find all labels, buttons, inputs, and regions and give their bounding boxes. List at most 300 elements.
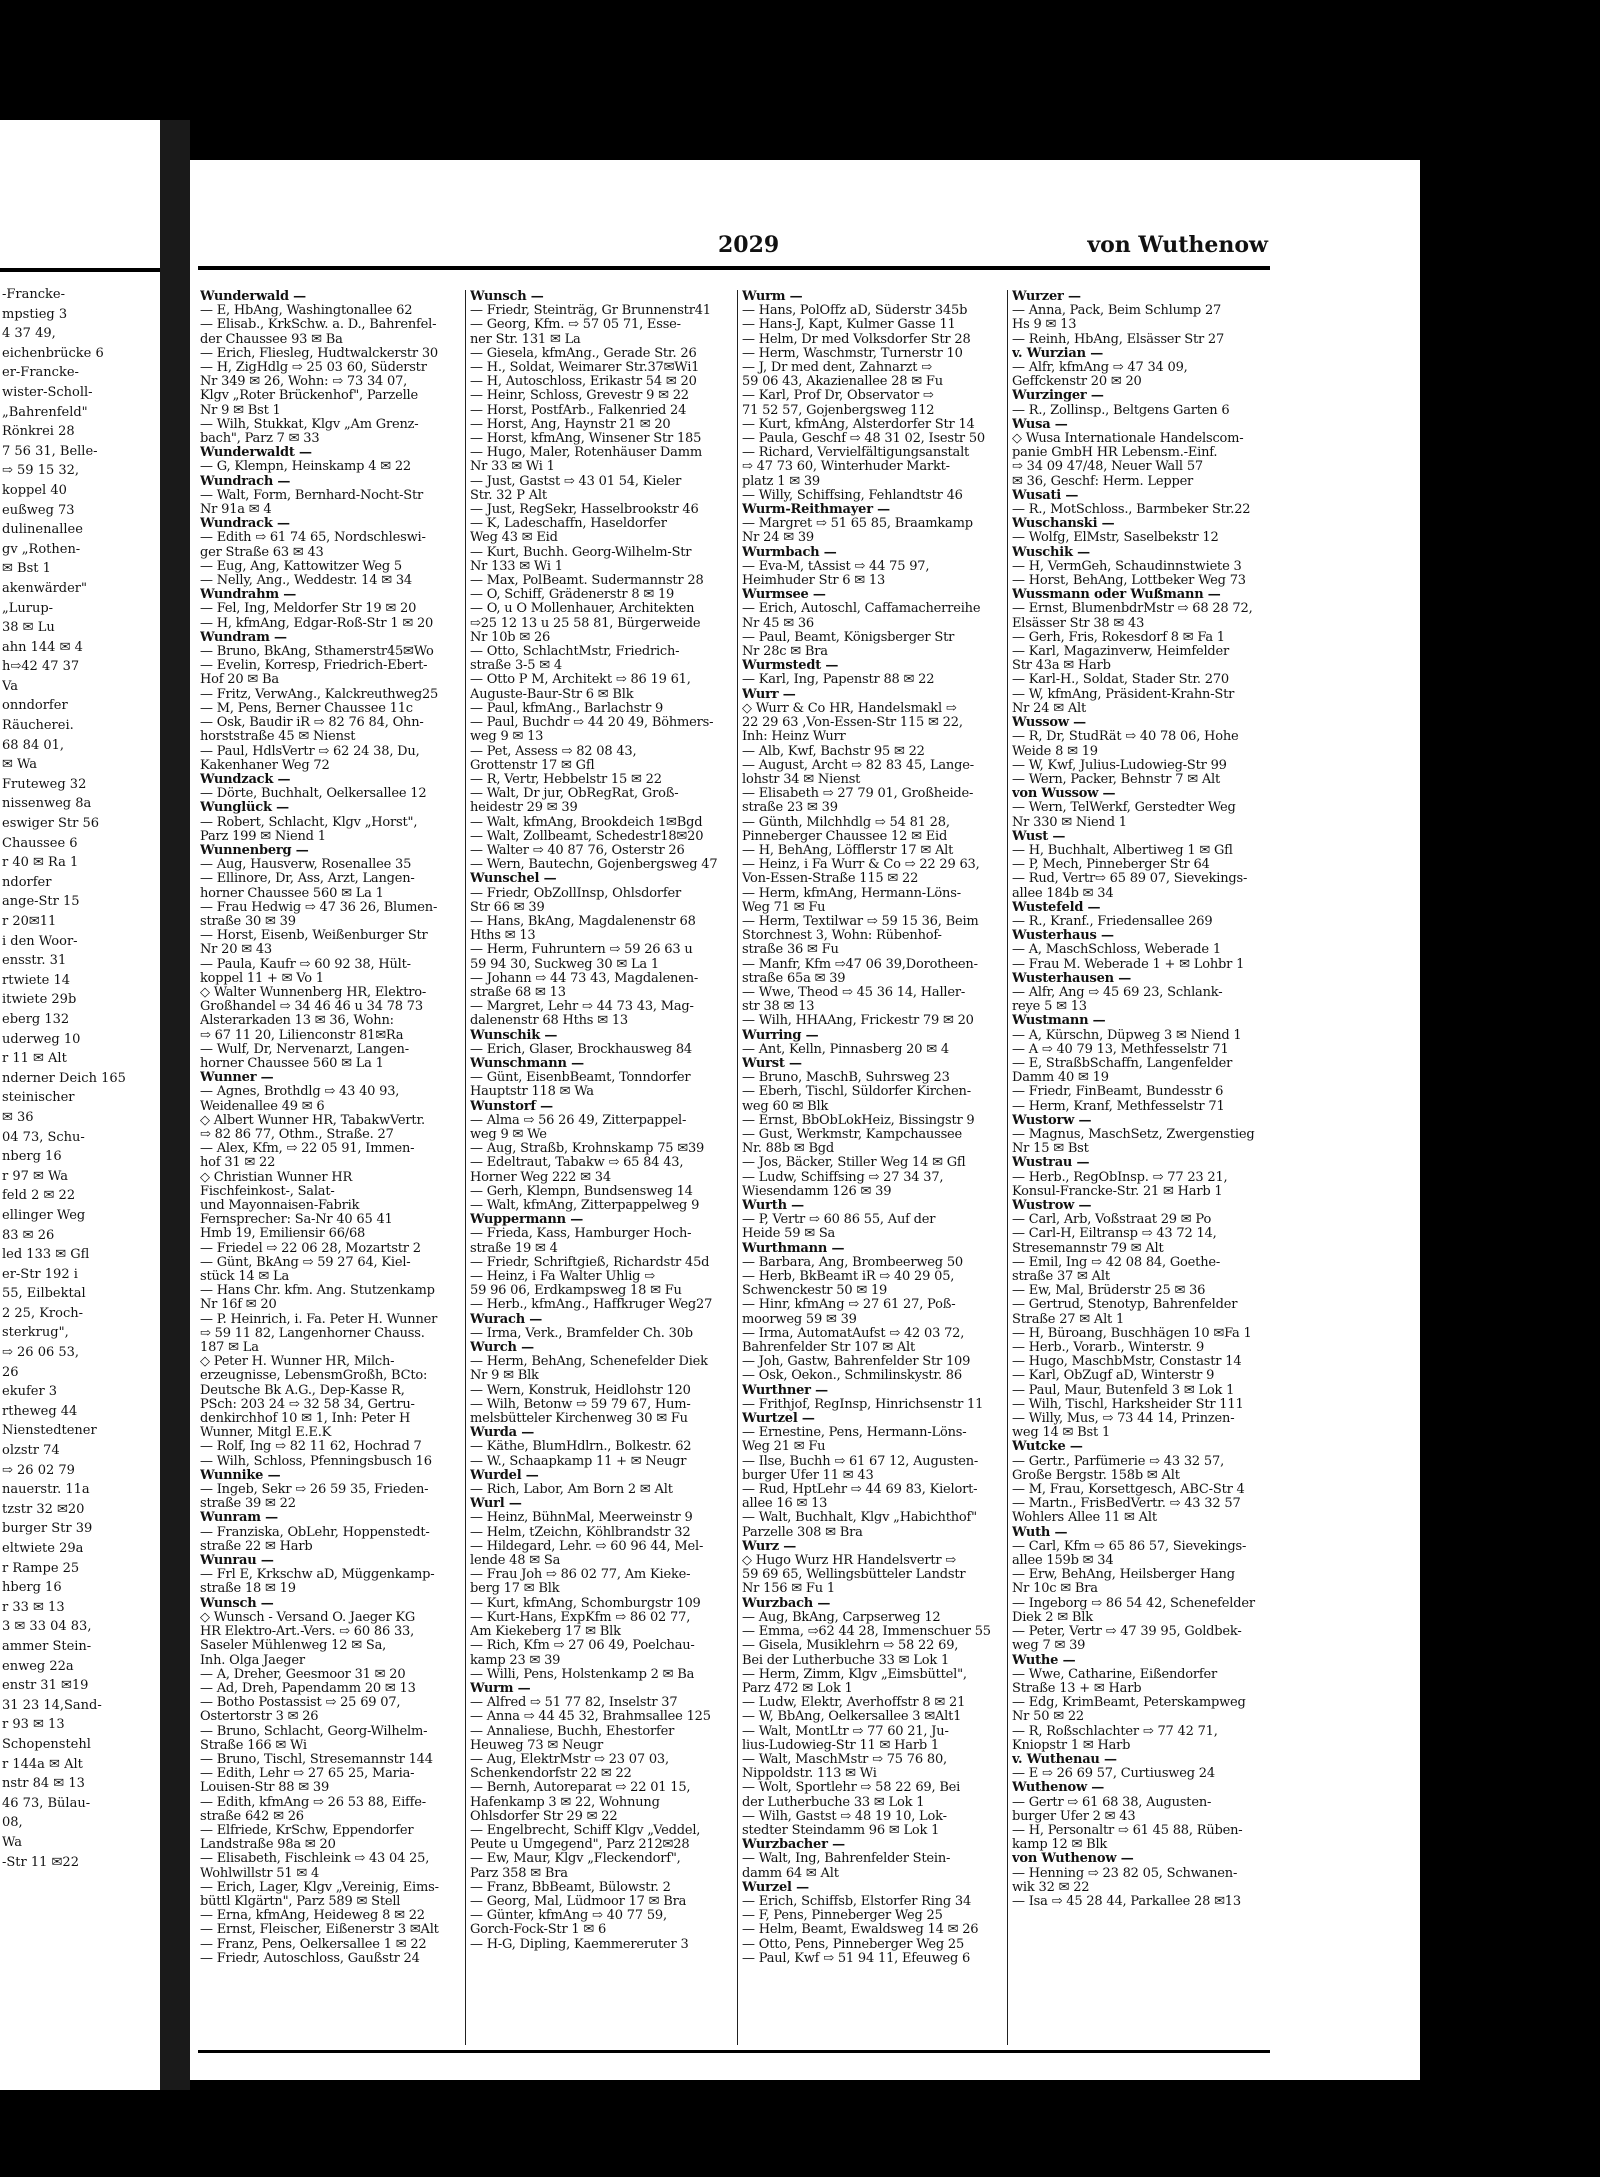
directory-entry-line: — Herm, Fuhruntern ⇨ 59 26 63 u (470, 943, 693, 958)
directory-entry-line: — Pet, Assess ⇨ 82 08 43, (470, 744, 637, 759)
directory-entry-line: — Hans-J, Kapt, Kulmer Gasse 11 (742, 318, 956, 333)
directory-entry-line: 187 ✉ La (200, 1341, 259, 1356)
directory-entry-line: — Horst, BehAng, Lottbeker Weg 73 (1012, 574, 1246, 589)
directory-entry-line: — Günt, EisenbBeamt, Tonndorfer (470, 1071, 691, 1086)
directory-entry-line: — Erich, Fliesleg, Hudtwalckerstr 30 (200, 346, 438, 361)
directory-entry-line: — Ernestine, Pens, Hermann-Löns- (742, 1426, 967, 1441)
directory-entry-line: — Wulf, Dr, Nervenarzt, Langen- (200, 1042, 409, 1057)
directory-entry-line: Nr 156 ✉ Fu 1 (742, 1582, 835, 1597)
directory-entry-line: Inh: Heinz Wurr (742, 730, 846, 745)
left-page-line: Fruteweg 32 (2, 776, 87, 792)
directory-column-2 (470, 290, 728, 2040)
directory-entry-line: Heimhuder Str 6 ✉ 13 (742, 574, 886, 589)
directory-entry-line: — Walt, MontLtr ⇨ 77 60 21, Ju- (742, 1724, 949, 1739)
directory-entry-line: Hof 20 ✉ Ba (200, 673, 279, 688)
directory-entry-line: — Georg, Mal, Lüdmoor 17 ✉ Bra (470, 1894, 687, 1909)
directory-entry-line: Storchnest 3, Wohn: Rübenhof- (742, 929, 942, 944)
directory-entry-line: Nr 45 ✉ 36 (742, 616, 814, 631)
directory-entry-line: — Fel, Ing, Meldorfer Str 19 ✉ 20 (200, 602, 417, 617)
surname-heading: Wurthmann — (742, 1241, 845, 1256)
directory-entry-line: — A ⇨ 40 79 13, Methfesselstr 71 (1012, 1042, 1229, 1057)
left-page-rule (0, 268, 160, 272)
directory-entry-line: straße 37 ✉ Alt (1012, 1270, 1110, 1285)
directory-entry-line: — Wilh, Betonw ⇨ 59 79 67, Hum- (470, 1397, 691, 1412)
directory-entry-line: lohstr 34 ✉ Nienst (742, 772, 861, 787)
directory-entry-line: ner Str. 131 ✉ La (470, 332, 581, 347)
surname-heading: von Wuthenow — (1012, 1852, 1134, 1867)
directory-entry-line: — Friedr, FinBeamt, Bundesstr 6 (1012, 1085, 1224, 1100)
page-number: 2029 (718, 232, 780, 258)
directory-entry-line: — Joh, Gastw, Bahrenfelder Str 109 (742, 1355, 971, 1370)
directory-entry-line: Kakenhaner Weg 72 (200, 758, 330, 773)
directory-entry-line: — Dörte, Buchhalt, Oelkersallee 12 (200, 787, 427, 802)
directory-entry-line: Nr 24 ✉ Alt (1012, 701, 1086, 716)
directory-entry-line: — Kurt-Hans, ExpKfm ⇨ 86 02 77, (470, 1610, 691, 1625)
directory-entry-line: — Herb., Vorarb., Winterstr. 9 (1012, 1341, 1205, 1356)
surname-heading: Wustrow — (1012, 1199, 1092, 1213)
directory-entry-line: — Alex, Kfm, ⇨ 22 05 91, Immen- (200, 1142, 415, 1157)
left-page-line: hberg 16 (2, 1580, 62, 1596)
directory-entry-line: erzeugnisse, LebensmGroßh, BCto: (200, 1369, 428, 1384)
directory-entry-line: Parz 472 ✉ Lok 1 (742, 1681, 853, 1696)
left-page-line: r 20✉11 (2, 914, 57, 929)
directory-entry-line: — Margret ⇨ 51 65 85, Braamkamp (742, 517, 973, 532)
surname-heading: Wusati — (1012, 488, 1079, 503)
directory-entry-line: — Engelbrecht, Schiff Klgv „Veddel, (470, 1823, 701, 1838)
directory-entry-line: — Carl, Kfm ⇨ 65 86 57, Sievekings- (1012, 1539, 1247, 1554)
left-page-line: ahn 144 ✉ 4 (2, 639, 83, 655)
directory-entry-line: — R., MotSchloss., Barmbeker Str.22 (1012, 503, 1251, 518)
left-page-line: 4 37 49, (2, 326, 56, 342)
directory-entry-line: — W, kfmAng, Präsident-Krahn-Str (1012, 687, 1235, 702)
directory-entry-line: — Martn., FrisBedVertr. ⇨ 43 32 57 (1012, 1497, 1241, 1512)
directory-entry-line: — Bruno, Tischl, Stresemannstr 144 (200, 1752, 433, 1767)
directory-entry-line: bach", Parz 7 ✉ 33 (200, 432, 320, 447)
directory-entry-line: — Aug, Straßb, Krohnskamp 75 ✉39 (470, 1142, 705, 1157)
directory-entry-line: — R, Vertr, Hebbelstr 15 ✉ 22 (470, 772, 662, 787)
directory-entry-line: Klgv „Roter Brückenhof", Parzelle (200, 389, 418, 404)
directory-entry-line: — Barbara, Ang, Brombeerweg 50 (742, 1255, 963, 1270)
directory-entry-line: Nr 91a ✉ 4 (200, 503, 272, 518)
left-page-line: Rönkrei 28 (2, 424, 75, 440)
directory-entry-line: — Paula, Kaufr ⇨ 60 92 38, Hült- (200, 957, 411, 972)
directory-entry-line: weg 14 ✉ Bst 1 (1012, 1426, 1111, 1441)
surname-heading: Wundram — (200, 630, 287, 645)
directory-entry-line: — Horst, kfmAng, Winsener Str 185 (470, 432, 702, 447)
directory-entry-line: — Alb, Kwf, Bachstr 95 ✉ 22 (742, 744, 925, 759)
directory-entry-line: moorweg 59 ✉ 39 (742, 1312, 857, 1327)
directory-entry-line: kamp 12 ✉ Blk (1012, 1838, 1108, 1853)
directory-entry-line: — Herm, Kranf, Methfesselstr 71 (1012, 1099, 1225, 1114)
directory-entry-line: — Wilh, Gastst ⇨ 48 19 10, Lok- (742, 1809, 947, 1824)
directory-entry-line: — Günth, Milchhdlg ⇨ 54 81 28, (742, 815, 950, 830)
directory-entry-line: — Walt, kfmAng, Brookdeich 1✉Bgd (470, 815, 703, 830)
directory-entry-line: hof 31 ✉ 22 (200, 1156, 276, 1171)
directory-entry-line: — Walt, kfmAng, Zitterpappelweg 9 (470, 1199, 700, 1213)
left-page-line: enstr 31 ✉19 (2, 1678, 89, 1694)
directory-entry-line: — J, Dr med dent, Zahnarzt ⇨ (742, 361, 932, 376)
directory-column-4 (1012, 290, 1270, 2040)
directory-entry-line: — Wilh, HHAAng, Frickestr 79 ✉ 20 (742, 1014, 974, 1029)
directory-entry-line: Kniopstr 1 ✉ Harb (1012, 1738, 1131, 1753)
directory-entry-line: — P. Heinrich, i. Fa. Peter H. Wunner (200, 1312, 438, 1327)
surname-heading: Wuppermann — (470, 1213, 584, 1228)
directory-entry-line: — Herm, kfmAng, Hermann-Löns- (742, 886, 961, 901)
surname-heading: Wurm — (742, 290, 803, 304)
directory-entry-line: — Frl E, Krkschw aD, Müggenkamp- (200, 1568, 435, 1583)
left-page-line: ensstr. 31 (2, 953, 67, 969)
left-page-line: tzstr 32 ✉20 (2, 1501, 85, 1517)
left-page-line: ✉ 36 (2, 1109, 34, 1125)
directory-entry-line: — Rich, Labor, Am Born 2 ✉ Alt (470, 1483, 673, 1498)
column-divider (737, 290, 738, 2045)
left-page-line: Nienstedtener (2, 1423, 97, 1439)
directory-entry-line: Parz 199 ✉ Niend 1 (200, 829, 326, 844)
directory-entry-line: — Wolt, Sportlehr ⇨ 58 22 69, Bei (742, 1781, 961, 1796)
directory-entry-line: — A, Dreher, Geesmoor 31 ✉ 20 (200, 1667, 406, 1682)
directory-entry-line: — Frau M. Weberade 1 + ✉ Lohbr 1 (1012, 957, 1245, 972)
directory-entry-line: Weide 8 ✉ 19 (1012, 744, 1098, 759)
surname-heading: Wundrach — (200, 474, 291, 489)
surname-heading: Wurl — (470, 1497, 522, 1512)
left-page-line: olzstr 74 (2, 1443, 60, 1459)
directory-entry-line: — Heinz, BühnMal, Meerweinstr 9 (470, 1511, 693, 1526)
directory-entry-line: — Elisabeth ⇨ 27 79 01, Großheide- (742, 787, 974, 802)
directory-entry-line: — Giesela, kfmAng., Gerade Str. 26 (470, 346, 697, 361)
left-page-line: 46 73, Bülau- (2, 1795, 91, 1811)
directory-entry-line: — Erw, BehAng, Heilsberger Hang (1012, 1568, 1235, 1583)
directory-entry-line: — Ernst, BbObLokHeiz, Bissingstr 9 (742, 1113, 975, 1128)
directory-entry-line: — Gertrud, Stenotyp, Bahrenfelder (1012, 1298, 1238, 1313)
left-page-line: ange-Str 15 (2, 894, 80, 910)
directory-entry-line: — Erna, kfmAng, Heideweg 8 ✉ 22 (200, 1909, 425, 1924)
surname-heading: Wunschel — (470, 872, 557, 887)
directory-entry-line: — Friedel ⇨ 22 06 28, Mozartstr 2 (200, 1241, 421, 1256)
surname-heading: Wunnike — (200, 1468, 281, 1483)
directory-entry-line: straße 23 ✉ 39 (742, 801, 838, 816)
directory-entry-line: — O, Schiff, Grädenerstr 8 ✉ 19 (470, 588, 675, 603)
directory-entry-line: Diek 2 ✉ Blk (1012, 1610, 1093, 1625)
directory-entry-line: — E ⇨ 26 69 57, Curtiusweg 24 (1012, 1767, 1215, 1782)
directory-entry-line: Ohlsdorfer Str 29 ✉ 22 (470, 1809, 618, 1824)
directory-entry-line: Große Bergstr. 158b ✉ Alt (1012, 1468, 1180, 1483)
directory-entry-line: — Kurt, kfmAng, Alsterdorfer Str 14 (742, 417, 975, 432)
directory-entry-line: — Friedr, Steinträg, Gr Brunnenstr41 (470, 304, 711, 319)
directory-entry-line: Straße 166 ✉ Wi (200, 1738, 307, 1753)
directory-entry-line: weg 60 ✉ Blk (742, 1099, 829, 1114)
directory-entry-line: — Frau Joh ⇨ 86 02 77, Am Kieke- (470, 1568, 691, 1583)
directory-entry-line: — Bruno, Schlacht, Georg-Wilhelm- (200, 1724, 428, 1739)
directory-entry-line: — Frieda, Kass, Hamburger Hoch- (470, 1227, 692, 1242)
surname-heading: Wurm — (470, 1681, 531, 1696)
directory-entry-line: — Reinh, HbAng, Elsässer Str 27 (1012, 332, 1225, 347)
directory-entry-line: — Rolf, Ing ⇨ 82 11 62, Hochrad 7 (200, 1440, 422, 1455)
directory-entry-line: allee 159b ✉ 34 (1012, 1554, 1114, 1569)
directory-entry-line: — Kurt, Buchh. Georg-Wilhelm-Str (470, 545, 692, 560)
directory-entry-line: Nippoldstr. 113 ✉ Wi (742, 1767, 877, 1782)
directory-entry-line: Pinneberger Chaussee 12 ✉ Eid (742, 829, 948, 844)
directory-entry-line: Hmb 19, Emiliensir 66/68 (200, 1227, 366, 1242)
surname-heading: Wurr — (742, 687, 796, 702)
directory-entry-line: ⇨ 82 86 77, Othm., Straße. 27 (200, 1127, 394, 1142)
directory-entry-line: — A, MaschSchloss, Weberade 1 (1012, 943, 1221, 958)
left-page-line: itwiete 29b (2, 992, 77, 1008)
left-page-line: eltwiete 29a (2, 1541, 84, 1556)
directory-entry-line: — Friedr, ObZollInsp, Ohlsdorfer (470, 886, 682, 901)
directory-entry-line: Str 43a ✉ Harb (1012, 659, 1111, 674)
left-page-line: eichenbrücke 6 (2, 345, 104, 361)
surname-heading: Wurmsee — (742, 588, 826, 603)
directory-entry-line: dalenenstr 68 Hths ✉ 13 (470, 1014, 628, 1029)
directory-entry-line: ger Straße 63 ✉ 43 (200, 545, 324, 560)
directory-entry-line: Nr 349 ✉ 26, Wohn: ⇨ 73 34 07, (200, 375, 408, 390)
left-page-line: sterkrug", (2, 1325, 69, 1341)
surname-heading: Wunnenberg — (200, 843, 309, 858)
directory-entry-line: lende 48 ✉ Sa (470, 1554, 561, 1569)
directory-entry-line: — Paul, HdlsVertr ⇨ 62 24 38, Du, (200, 744, 420, 759)
directory-entry-line: — Erich, Lager, Klgv „Vereinig, Eims- (200, 1880, 439, 1895)
directory-entry-line: Nr 20 ✉ 43 (200, 943, 272, 958)
directory-entry-line: Str 66 ✉ 39 (470, 900, 545, 915)
surname-heading: Wurmbach — (742, 545, 837, 560)
directory-entry-line: — Botho Postassist ⇨ 25 69 07, (200, 1696, 401, 1711)
directory-entry-line: — Ingeborg ⇨ 86 54 42, Schenefelder (1012, 1596, 1255, 1611)
directory-entry-line: — G, Klempn, Heinskamp 4 ✉ 22 (200, 460, 411, 475)
left-page-line: r 93 ✉ 13 (2, 1717, 65, 1733)
header-rule (198, 266, 1270, 270)
directory-entry-line: Nr 330 ✉ Niend 1 (1012, 815, 1127, 830)
directory-entry-line: — Annaliese, Buchh, Ehestorfer (470, 1724, 675, 1739)
directory-entry-line: — W., Schaapkamp 11 + ✉ Neugr (470, 1454, 687, 1469)
surname-heading: Wurm-Reithmayer — (742, 503, 890, 518)
directory-entry-line: Weidenallee 49 ✉ 6 (200, 1099, 325, 1114)
directory-entry-line: — M, Frau, Korsettgesch, ABC-Str 4 (1012, 1483, 1245, 1498)
directory-entry-line: — Herm, Waschmstr, Turnerstr 10 (742, 346, 963, 361)
directory-entry-line: ⇨ 34 09 47/48, Neuer Wall 57 (1012, 460, 1203, 475)
left-page-line: koppel 40 (2, 482, 67, 498)
directory-entry-line: — Gisela, Musiklehrn ⇨ 58 22 69, (742, 1639, 959, 1654)
directory-entry-line: Heuweg 73 ✉ Neugr (470, 1738, 603, 1753)
directory-entry-line: ◇ Christian Wunner HR (200, 1170, 353, 1185)
directory-entry-line: — Hugo, MaschbMstr, Constastr 14 (1012, 1355, 1242, 1370)
directory-entry-line: Nr. 88b ✉ Bgd (742, 1142, 835, 1157)
directory-entry-line: horner Chaussee 560 ✉ La 1 (200, 1056, 384, 1071)
left-page-line: led 133 ✉ Gfl (2, 1247, 90, 1263)
directory-entry-line: — Edith, kfmAng ⇨ 26 53 88, Eiffe- (200, 1795, 426, 1810)
directory-entry-line: — H, Autoschloss, Erikastr 54 ✉ 20 (470, 375, 697, 390)
directory-entry-line: — Franz, Pens, Oelkersallee 1 ✉ 22 (200, 1937, 427, 1952)
surname-heading: Wunrau — (200, 1554, 274, 1569)
directory-entry-line: — Nelly, Ang., Weddestr. 14 ✉ 34 (200, 574, 412, 589)
directory-entry-line: Elsässer Str 38 ✉ 43 (1012, 616, 1145, 631)
directory-entry-line: — Wolfg, ElMstr, Saselbekstr 12 (1012, 531, 1219, 546)
directory-entry-line: — Alma ⇨ 56 26 49, Zitterpappel- (470, 1113, 687, 1128)
surname-heading: Wustefeld — (1012, 900, 1101, 915)
directory-entry-line: — Willy, Mus, ⇨ 73 44 14, Prinzen- (1012, 1412, 1235, 1427)
left-page-line: r 33 ✉ 13 (2, 1599, 65, 1615)
left-page-line: 2 25, Kroch- (2, 1305, 84, 1321)
directory-entry-line: — Margret, Lehr ⇨ 44 73 43, Mag- (470, 1000, 694, 1015)
left-page-line: eußweg 73 (2, 502, 75, 518)
left-page-line: 38 ✉ Lu (2, 620, 55, 636)
left-page-line: r 11 ✉ Alt (2, 1051, 67, 1067)
directory-entry-line: — Emma, ⇨62 44 28, Immenschuer 55 (742, 1625, 991, 1640)
directory-entry-line: 59 94 30, Suckweg 30 ✉ La 1 (470, 957, 659, 972)
surname-heading: Wundzack — (200, 772, 291, 787)
directory-entry-line: wik 32 ✉ 22 (1012, 1880, 1090, 1895)
left-page-line: uderweg 10 (2, 1031, 81, 1047)
directory-entry-line: — Wilh, Stukkat, Klgv „Am Grenz- (200, 417, 419, 432)
directory-entry-line: — Agnes, Brothdlg ⇨ 43 40 93, (200, 1085, 400, 1100)
left-page-line: r Rampe 25 (2, 1560, 80, 1576)
left-page-line: mpstieg 3 (2, 306, 68, 322)
directory-entry-line: — R., Zollinsp., Beltgens Garten 6 (1012, 403, 1230, 418)
left-page-line: ⇨ 26 06 53, (2, 1345, 80, 1361)
surname-heading: Wust — (1012, 829, 1066, 844)
directory-entry-line: straße 642 ✉ 26 (200, 1809, 304, 1824)
directory-entry-line: panie GmbH HR Lebensm.-Einf. (1012, 446, 1218, 461)
directory-entry-line: Wiesendamm 126 ✉ 39 (742, 1184, 892, 1199)
directory-entry-line: 71 52 57, Gojenbergsweg 112 (742, 403, 935, 418)
directory-entry-line: — Ew, Maur, Klgv „Fleckendorf", (470, 1852, 681, 1867)
directory-entry-line: — R., Kranf., Friedensallee 269 (1012, 914, 1213, 929)
directory-entry-line: — Karl, Ing, Papenstr 88 ✉ 22 (742, 673, 935, 688)
directory-entry-line: heidestr 29 ✉ 39 (470, 801, 578, 816)
surname-heading: Wunderwald — (200, 290, 306, 304)
left-page-line: Wa (2, 1834, 22, 1850)
directory-entry-line: — H, Buchhalt, Albertiweg 1 ✉ Gfl (1012, 843, 1233, 858)
directory-entry-line: — Alfr, Ang ⇨ 45 69 23, Schlank- (1012, 985, 1223, 1000)
directory-entry-line: — Carl, Arb, Voßstraat 29 ✉ Po (1012, 1213, 1212, 1228)
directory-entry-line: — Ludw, Schiffsing ⇨ 27 34 37, (742, 1170, 944, 1185)
directory-entry-line: Nr 24 ✉ 39 (742, 531, 814, 546)
surname-heading: Wurzbacher — (742, 1838, 845, 1853)
left-page-line: r 144a ✉ Alt (2, 1756, 83, 1772)
directory-entry-line: Ostertorstr 3 ✉ 26 (200, 1710, 319, 1725)
left-page-line: 31 23 14,Sand- (2, 1697, 102, 1713)
directory-entry-line: — Hans, BkAng, Magdalenenstr 68 (470, 914, 696, 929)
directory-entry-line: — Otto P M, Architekt ⇨ 86 19 61, (470, 673, 691, 688)
directory-entry-line: Wohlwillstr 51 ✉ 4 (200, 1866, 320, 1881)
directory-entry-line: — Elisabeth, Fischleink ⇨ 43 04 25, (200, 1852, 430, 1867)
directory-entry-line: — Karl-H., Soldat, Stader Str. 270 (1012, 673, 1229, 688)
directory-entry-line: Straße 27 ✉ Alt 1 (1012, 1312, 1125, 1327)
directory-entry-line: Louisen-Str 88 ✉ 39 (200, 1781, 330, 1796)
directory-entry-line: — Richard, Vervielfältigungsanstalt (742, 446, 970, 461)
directory-column-3 (742, 290, 1000, 2040)
directory-entry-line: burger Ufer 11 ✉ 43 (742, 1468, 874, 1483)
directory-entry-line: melsbütteler Kirchenweg 30 ✉ Fu (470, 1412, 688, 1427)
directory-entry-line: Str. 32 P Alt (470, 488, 547, 503)
directory-entry-line: Nr 16f ✉ 20 (200, 1298, 277, 1313)
left-page-line: nderner Deich 165 (2, 1070, 126, 1086)
directory-entry-line: — Paul, Beamt, Königsberger Str (742, 630, 955, 645)
book-gutter (160, 120, 190, 2090)
left-page-lines (2, 285, 158, 1872)
directory-entry-line: — Gertr ⇨ 61 68 38, Augusten- (1012, 1795, 1212, 1810)
directory-entry-line: — Paul, Buchdr ⇨ 44 20 49, Böhmers- (470, 716, 714, 731)
directory-entry-line: — Heinr, Schloss, Grevestr 9 ✉ 22 (470, 389, 689, 404)
directory-entry-line: — Wilh, Schloss, Pfenningsbusch 16 (200, 1454, 432, 1469)
directory-entry-line: berg 17 ✉ Blk (470, 1582, 560, 1597)
surname-heading: Wusterhaus — (1012, 929, 1114, 944)
directory-entry-line: — Ludw, Elektr, Averhoffstr 8 ✉ 21 (742, 1696, 966, 1711)
left-page-line: -Francke- (2, 287, 65, 302)
directory-entry-line: Von-Essen-Straße 115 ✉ 22 (742, 872, 919, 887)
surname-heading: Wutcke — (1012, 1440, 1083, 1455)
directory-entry-line: — Heinz, i Fa Wurr & Co ⇨ 22 29 63, (742, 858, 980, 873)
left-page-line: nissenweg 8a (2, 796, 92, 812)
directory-entry-line: — August, Archt ⇨ 82 83 45, Lange- (742, 758, 974, 773)
directory-entry-line: — Ad, Dreh, Papendamm 20 ✉ 13 (200, 1681, 416, 1696)
directory-entry-line: und Mayonnaisen-Fabrik (200, 1199, 360, 1213)
directory-entry-line: — Herm, BehAng, Schenefelder Diek (470, 1355, 708, 1370)
directory-entry-line: — Jos, Bäcker, Stiller Weg 14 ✉ Gfl (742, 1156, 966, 1171)
directory-entry-line: Weg 43 ✉ Eid (470, 531, 558, 546)
directory-entry-line: Nr 10b ✉ 26 (470, 630, 551, 645)
surname-heading: Wurmstedt — (742, 659, 839, 674)
directory-entry-line: ⇨25 12 13 u 25 58 81, Bürgerweide (470, 616, 701, 631)
directory-entry-line: Straße 13 + ✉ Harb (1012, 1681, 1142, 1696)
directory-entry-line: 22 29 63 ,Von-Essen-Str 115 ✉ 22, (742, 716, 963, 731)
surname-heading: Wurthner — (742, 1383, 828, 1398)
surname-heading: Wurz — (742, 1539, 797, 1554)
directory-entry-line: — Edg, KrimBeamt, Peterskampweg (1012, 1696, 1246, 1711)
directory-entry-line: — Irma, AutomatAufst ⇨ 42 03 72, (742, 1326, 965, 1341)
directory-entry-line: — Willy, Schiffsing, Fehlandtstr 46 (742, 488, 963, 503)
left-page-line: 83 ✉ 26 (2, 1227, 55, 1243)
left-page-line: 08, (2, 1815, 23, 1831)
directory-entry-line: — Helm, tZeichn, Köhlbrandstr 32 (470, 1525, 691, 1540)
left-page-line: 26 (2, 1364, 19, 1380)
directory-entry-line: Nr 50 ✉ 22 (1012, 1710, 1084, 1725)
directory-entry-line: — Eug, Ang, Kattowitzer Weg 5 (200, 559, 402, 574)
directory-entry-line: — H-G, Dipling, Kaemmereruter 3 (470, 1937, 689, 1952)
running-head: von Wuthenow (1087, 232, 1268, 258)
directory-entry-line: ◇ Wunsch - Versand O. Jaeger KG (200, 1610, 416, 1625)
directory-entry-line: — Kurt, kfmAng, Schomburgstr 109 (470, 1596, 701, 1611)
directory-entry-line: — Gust, Werkmstr, Kampchaussee (742, 1127, 963, 1142)
directory-entry-line: Weg 21 ✉ Fu (742, 1440, 826, 1455)
directory-entry-line: — Wilh, Tischl, Harksheider Str 111 (1012, 1397, 1244, 1412)
directory-entry-line: — Bruno, BkAng, Sthamerstr45✉Wo (200, 645, 434, 660)
directory-entry-line: — F, Pens, Pinneberger Weg 25 (742, 1909, 943, 1924)
directory-entry-line: — Bernh, Autoreparat ⇨ 22 01 15, (470, 1781, 691, 1796)
surname-heading: Wunner — (200, 1071, 274, 1086)
directory-entry-line: — Emil, Ing ⇨ 42 08 84, Goethe- (1012, 1255, 1221, 1270)
directory-entry-line: — Heinz, i Fa Walter Uhlig ⇨ (470, 1270, 655, 1285)
directory-entry-line: — Anna, Pack, Beim Schlump 27 (1012, 304, 1222, 319)
directory-entry-line: Hauptstr 118 ✉ Wa (470, 1085, 594, 1100)
directory-entry-line: burger Ufer 2 ✉ 43 (1012, 1809, 1136, 1824)
directory-entry-line: Bei der Lutherbuche 33 ✉ Lok 1 (742, 1653, 950, 1668)
surname-heading: Wurring — (742, 1028, 819, 1043)
directory-entry-line: — Gerh, Fris, Rokesdorf 8 ✉ Fa 1 (1012, 630, 1225, 645)
directory-entry-line: — Hildegard, Lehr. ⇨ 60 96 44, Mel- (470, 1539, 704, 1554)
column-divider (465, 290, 466, 2045)
directory-entry-line: PSch: 203 24 ⇨ 32 58 34, Gertru- (200, 1397, 415, 1412)
directory-entry-line: Hths ✉ 13 (470, 929, 536, 944)
directory-entry-line: Bahrenfelder Str 107 ✉ Alt (742, 1341, 915, 1356)
directory-entry-line: — Herb., kfmAng., Haffkruger Weg27 (470, 1298, 713, 1313)
directory-entry-line: — E, StraßbSchaffn, Langenfelder (1012, 1056, 1233, 1071)
directory-entry-line: — Frithjof, RegInsp, Hinrichsenstr 11 (742, 1397, 984, 1412)
left-page-line: steinischer (2, 1090, 75, 1106)
directory-entry-line: Stresemannstr 79 ✉ Alt (1012, 1241, 1164, 1256)
directory-entry-line: Parz 358 ✉ Bra (470, 1866, 568, 1881)
directory-entry-line: straße 3-5 ✉ 4 (470, 659, 562, 674)
directory-entry-line: — Horst, Eisenb, Weißenburger Str (200, 929, 428, 944)
